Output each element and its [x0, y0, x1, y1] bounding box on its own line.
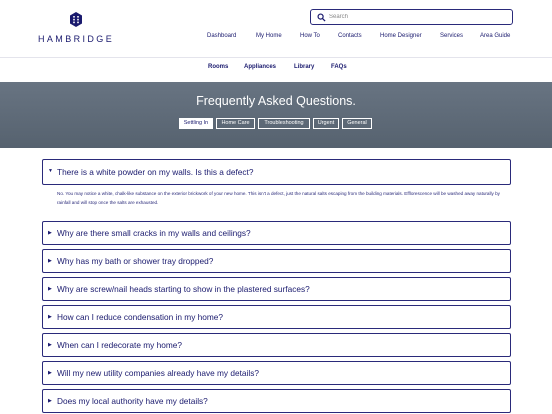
nav-dashboard[interactable]: Dashboard [207, 33, 237, 39]
tab-general[interactable]: General [342, 118, 372, 129]
chevron-right-icon: ▶ [48, 314, 52, 320]
chevron-right-icon: ▶ [48, 230, 52, 236]
faq-answer: No. You may notice a white, chalk-like substance on the exterior brickwork of your new home. This isn't a defect, just the natural salts escaping from the building materials. Efflorescence will be washed away naturally by rainfall and will stop once the salts are exhausted. [57, 191, 500, 205]
header-divider [0, 57, 552, 58]
faq-question: Why has my bath or shower tray dropped? [57, 256, 214, 266]
nav-home-designer[interactable]: Home Designer [380, 33, 422, 39]
faq-question: Why are there small cracks in my walls and ceilings? [57, 228, 251, 238]
brand-name: HAMBRIDGE [38, 34, 115, 44]
faq-question: How can I reduce condensation in my home? [57, 312, 224, 322]
site-header [0, 0, 552, 58]
chevron-right-icon: ▶ [48, 286, 52, 292]
tab-home-care[interactable]: Home Care [216, 118, 255, 129]
subnav-rooms[interactable]: Rooms [208, 64, 229, 70]
faq-item-condensation[interactable] [42, 305, 511, 329]
nav-contacts[interactable]: Contacts [338, 33, 362, 39]
faq-question: When can I redecorate my home? [57, 340, 182, 350]
page-title: Frequently Asked Questions. [196, 94, 356, 108]
nav-area-guide[interactable]: Area Guide [480, 33, 511, 39]
subnav-library[interactable]: Library [294, 64, 315, 70]
faq-item-white-powder[interactable] [42, 159, 511, 185]
chevron-right-icon: ▶ [48, 258, 52, 264]
chevron-down-icon: ▼ [48, 168, 53, 174]
chevron-right-icon: ▶ [48, 398, 52, 404]
faq-item-screw-heads[interactable] [42, 277, 511, 301]
search-icon[interactable] [317, 13, 326, 22]
subnav-appliances[interactable]: Appliances [244, 64, 277, 70]
faq-item-redecorate[interactable] [42, 333, 511, 357]
tab-settling-in[interactable]: Settling In [179, 118, 213, 129]
faq-item-small-cracks[interactable] [42, 221, 511, 245]
sub-nav [0, 64, 552, 76]
tab-troubleshooting[interactable]: Troubleshooting [258, 118, 310, 129]
faq-item-bath-dropped[interactable] [42, 249, 511, 273]
faq-banner [0, 82, 552, 148]
faq-question: Why are screw/nail heads starting to show in the plastered surfaces? [57, 284, 310, 294]
search-input[interactable] [329, 11, 509, 23]
tab-urgent[interactable]: Urgent [313, 118, 339, 129]
faq-question: There is a white powder on my walls. Is this a defect? [57, 167, 254, 177]
faq-question: Does my local authority have my details? [57, 396, 208, 406]
chevron-right-icon: ▶ [48, 370, 52, 376]
main-nav [0, 33, 552, 45]
hexagon-grid-logo-icon [70, 12, 82, 27]
faq-question: Will my new utility companies already have my details? [57, 368, 259, 378]
faq-item-local-authority[interactable] [42, 389, 511, 413]
nav-my-home[interactable]: My Home [256, 33, 282, 39]
chevron-right-icon: ▶ [48, 342, 52, 348]
nav-how-to[interactable]: How To [300, 33, 320, 39]
nav-services[interactable]: Services [440, 33, 464, 39]
subnav-faqs[interactable]: FAQs [331, 64, 347, 70]
search-box[interactable] [310, 9, 513, 25]
faq-item-utility-companies[interactable] [42, 361, 511, 385]
